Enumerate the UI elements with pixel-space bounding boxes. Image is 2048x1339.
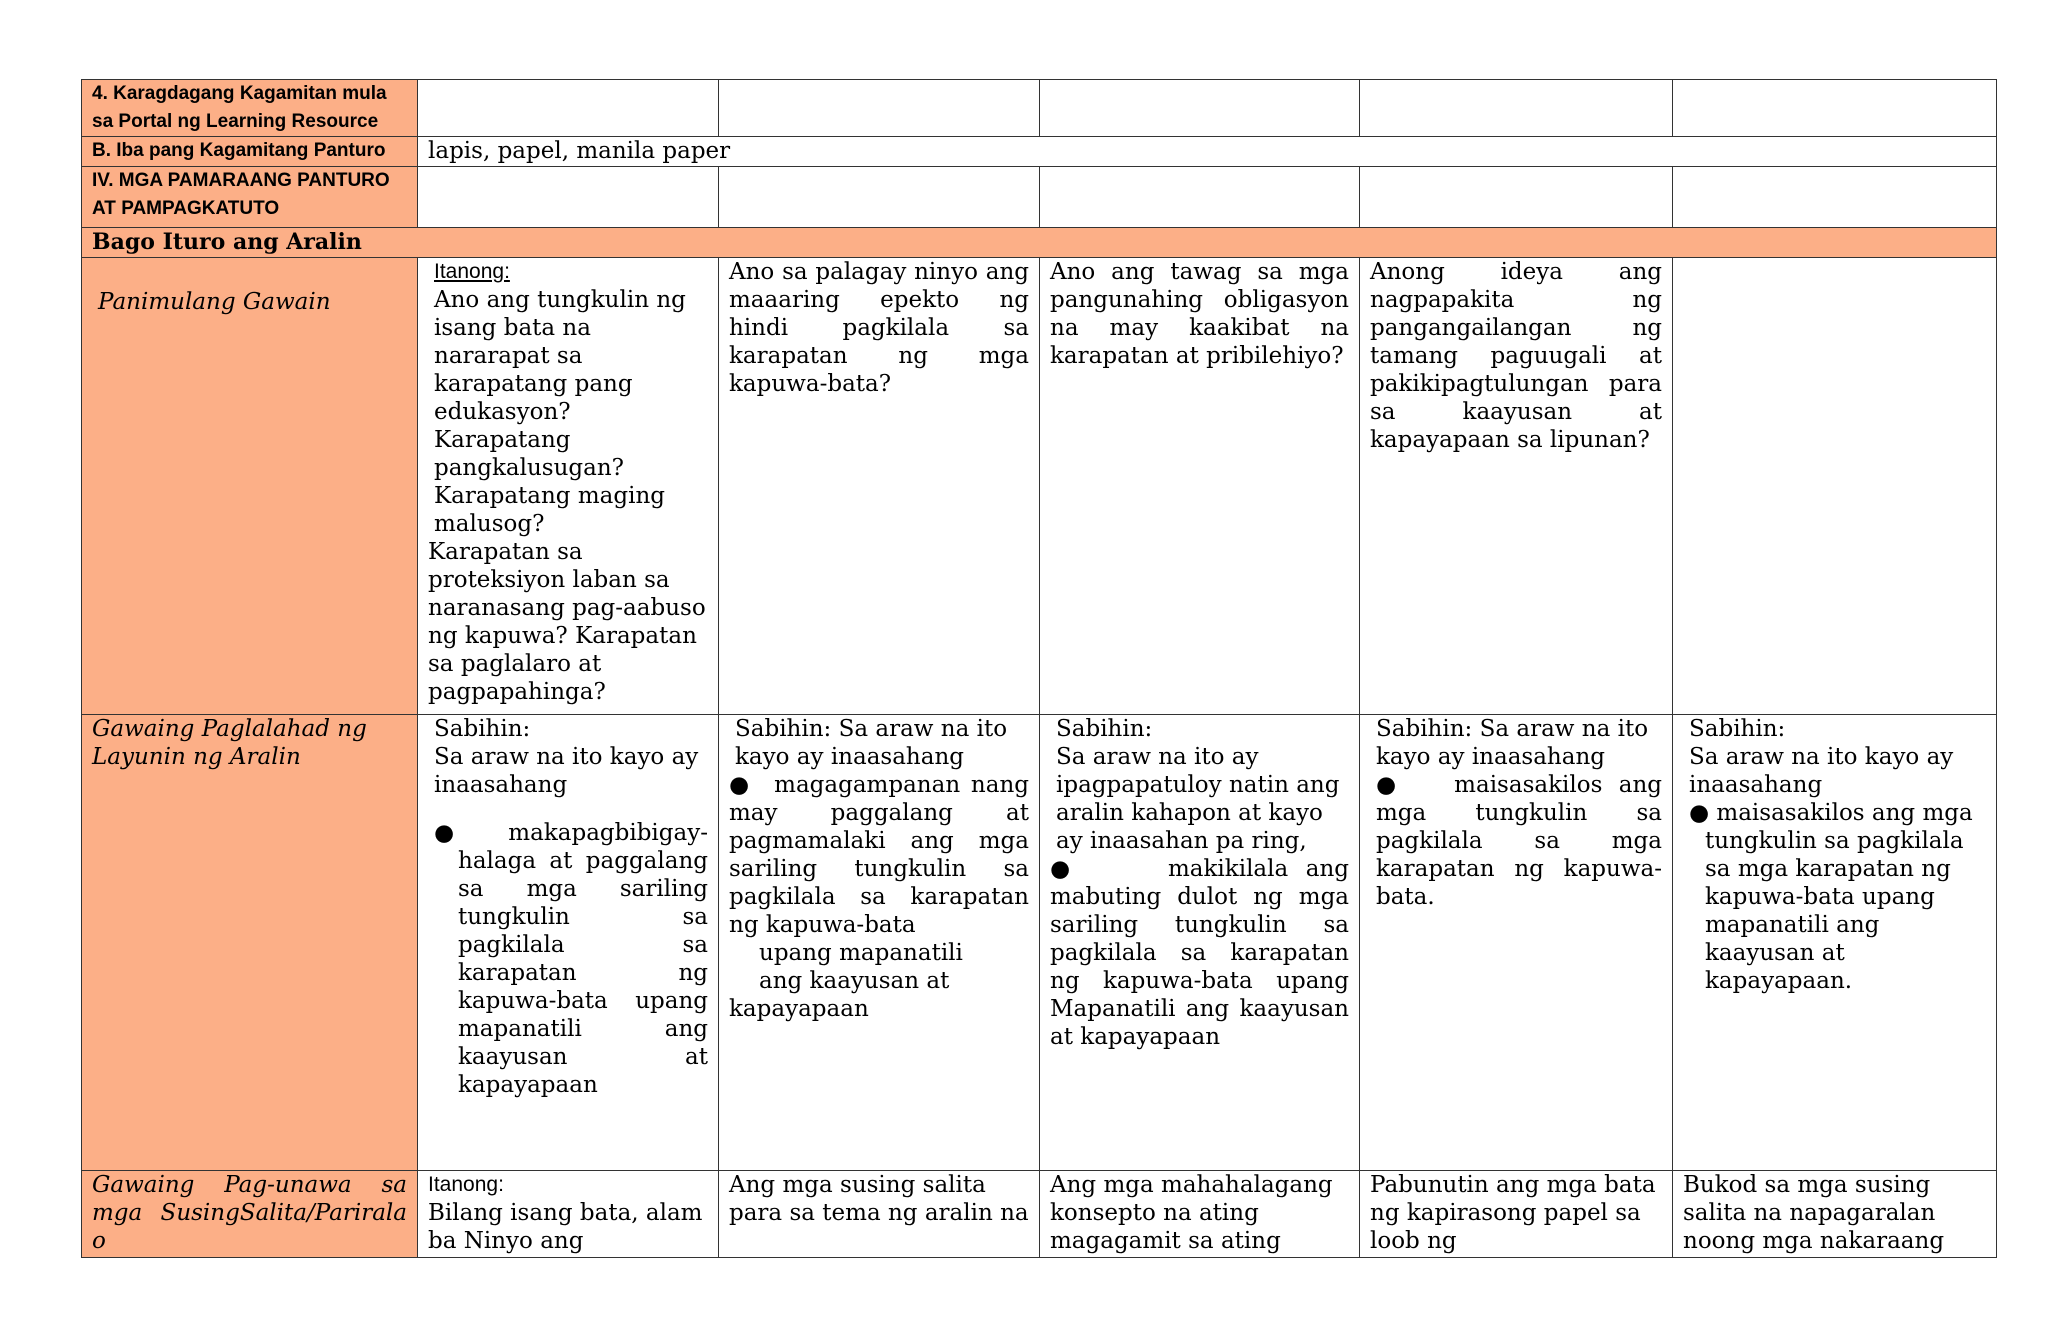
paglalahad-c2-intro: Sabihin: Sa araw na ito kayo ay inaasahang (735, 716, 1008, 770)
paglalahad-c1-bullet-item: ● makapagbibigay-halaga at paggalang sa mga sariling tungkulin sa pagkilala sa karapatan ng kapuwa-bata upang mapanatili ang kaayusan at kapayapaan (434, 820, 708, 1098)
row-panimula (82, 258, 1997, 715)
cell-portal-2 (719, 80, 1040, 137)
label-pamaraan: IV. MGA PAMARAANG PANTURO AT PAMPAGKATUTO (82, 167, 418, 228)
lesson-plan-table (81, 79, 1997, 1258)
paglalahad-c4-bullet: maisasakilos ang mga tungkulin sa pagkilala sa mga karapatan ng kapuwa-bata. (1376, 772, 1662, 910)
panimula-c2: Ano sa palagay ninyo ang maaaring epekto ng hindi pagkilala sa karapatan ng mga kapuwa-bata? (729, 259, 1029, 397)
cell-pagunawa-4 (1360, 1171, 1673, 1258)
row-section (82, 228, 1997, 258)
paglalahad-c2-bullet: magagampanan nang may paggalang at pagmamalaki ang mga sariling tungkulin sa pagkilala sa karapatan ng kapuwa-bata (729, 772, 1029, 938)
row-portal (82, 80, 1997, 137)
cell-paglalahad-5 (1673, 715, 1997, 1171)
paglalahad-c5-bullet-item: ● maisasakilos ang mga tungkulin sa pagkilala sa mga karapatan ng kapuwa-bata upang mapanatili ang kaayusan at kapayapaan. (1689, 800, 1973, 994)
paglalahad-c4-intro: Sabihin: Sa araw na ito kayo ay inaasahang (1376, 716, 1649, 770)
label-portal: 4. Karagdagang Kagamitan mula sa Portal ng Learning Resource (82, 80, 418, 137)
cell-panimula-2 (719, 258, 1040, 715)
row-paglalahad (82, 715, 1997, 1171)
cell-paglalahad-3 (1040, 715, 1360, 1171)
paglalahad-c2-tail3: kapayapaan (729, 996, 869, 1022)
panimula-c3: Ano ang tawag sa mga pangunahing obligasyon na may kaakibat na karapatan at pribilehiyo? (1050, 259, 1349, 369)
paglalahad-c1-intro: Sa araw na ito kayo ay inaasahang (434, 744, 699, 798)
cell-pamaraan-1 (418, 167, 719, 228)
paglalahad-c5-heading: Sabihin: (1689, 716, 1786, 742)
paglalahad-c5-intro: Sa araw na ito kayo ay inaasahang (1689, 744, 1954, 798)
value-iba: lapis, papel, manila paper (418, 137, 1997, 167)
panimula-itanong: Itanong: (434, 260, 510, 283)
cell-paglalahad-2 (719, 715, 1040, 1171)
pagunawa-c4: Pabunutin ang mga bata ng kapirasong papel sa loob ng (1370, 1172, 1656, 1254)
cell-portal-4 (1360, 80, 1673, 137)
pagunawa-c3: Ang mga mahahalagang konsepto na ating magagamit sa ating (1050, 1172, 1333, 1254)
cell-portal-1 (418, 80, 719, 137)
label-paglalahad: Gawaing Paglalahad ng Layunin ng Aralin (82, 715, 418, 1171)
row-iba (82, 137, 1997, 167)
paglalahad-c3-heading: Sabihin: (1056, 716, 1153, 742)
pagunawa-c2: Ang mga susing salita para sa tema ng aralin na (729, 1172, 1029, 1226)
section-heading: Bago Ituro ang Aralin (82, 228, 1997, 258)
paglalahad-c5-bullet: maisasakilos ang mga tungkulin sa pagkilala sa mga karapatan ng kapuwa-bata upang mapanatili ang kaayusan at kapayapaan. (1705, 800, 1973, 994)
panimula-c4: Anong ideya ang nagpapakita ng pangangailangan ng tamang paguugali at pakikipagtulungan para sa kaayusan at kapayapaan sa lipunan? (1370, 259, 1662, 453)
cell-panimula-4 (1360, 258, 1673, 715)
label-panimula (82, 258, 418, 715)
cell-paglalahad-4 (1360, 715, 1673, 1171)
paglalahad-c4-bullet-item: ● maisasakilos ang mga tungkulin sa pagkilala sa mga karapatan ng kapuwa-bata. (1376, 772, 1662, 910)
pagunawa-c5: Bukod sa mga susing salita na napagaralan noong mga nakaraang (1683, 1172, 1945, 1254)
label-pagunawa: Gawaing Pag-unawa sa mga SusingSalita/Parirala o (82, 1171, 418, 1258)
label-iba: B. Iba pang Kagamitang Panturo (82, 137, 418, 167)
cell-panimula-3 (1040, 258, 1360, 715)
paglalahad-c3-bullet-item: ● makikilala ang mabuting dulot ng mga sariling tungkulin sa pagkilala sa karapatan ng kapuwa-bata upang Mapanatili ang kaayusan at kapayapaan (1050, 856, 1349, 1050)
pagunawa-c1: Bilang isang bata, alam ba Ninyo ang (428, 1200, 703, 1254)
cell-portal-5 (1673, 80, 1997, 137)
cell-pamaraan-4 (1360, 167, 1673, 228)
paglalahad-c1-bullet: makapagbibigay-halaga at paggalang sa mga sariling tungkulin sa pagkilala sa karapatan ng kapuwa-bata upang mapanatili ang kaayusan at kapayapaan (458, 820, 708, 1098)
paglalahad-c2-tail2: ang kaayusan at (759, 968, 950, 994)
paglalahad-c2-bullet-item: ● magagampanan nang may paggalang at pagmamalaki ang mga sariling tungkulin sa pagkilala sa karapatan ng kapuwa-bata (729, 772, 1029, 938)
label-panimula-text: Panimulang Gawain (98, 289, 331, 315)
paglalahad-c3-bullet: makikilala ang mabuting dulot ng mga sariling tungkulin sa pagkilala sa karapatan ng kapuwa-bata upang Mapanatili ang kaayusan at kapayapaan (1050, 856, 1349, 1050)
cell-pamaraan-3 (1040, 167, 1360, 228)
paglalahad-c3-intro: Sa araw na ito ay ipagpapatuloy natin ang aralin kahapon at kayo ay inaasahan pa ring, (1056, 744, 1340, 854)
paglalahad-c1-heading: Sabihin: (434, 716, 531, 742)
panimula-c1-a: Ano ang tungkulin ng isang bata na nararapat sa karapatang pang edukasyon? Karapatang pangkalusugan? Karapatang maging malusog? (434, 287, 686, 537)
cell-portal-3 (1040, 80, 1360, 137)
paglalahad-c2-tail1: upang mapanatili (759, 940, 963, 966)
cell-paglalahad-1 (418, 715, 719, 1171)
row-pagunawa (82, 1171, 1997, 1258)
panimula-c1-b: Karapatan sa proteksiyon laban sa naranasang pag-aabuso ng kapuwa? Karapatan sa paglalaro at pagpapahinga? (428, 539, 706, 705)
cell-pamaraan-2 (719, 167, 1040, 228)
cell-pamaraan-5 (1673, 167, 1997, 228)
cell-pagunawa-3 (1040, 1171, 1360, 1258)
cell-panimula-5 (1673, 258, 1997, 715)
cell-pagunawa-5 (1673, 1171, 1997, 1258)
cell-pagunawa-2 (719, 1171, 1040, 1258)
cell-panimula-1 (418, 258, 719, 715)
pagunawa-c1-heading: Itanong: (428, 1173, 504, 1196)
row-pamaraan (82, 167, 1997, 228)
cell-pagunawa-1 (418, 1171, 719, 1258)
